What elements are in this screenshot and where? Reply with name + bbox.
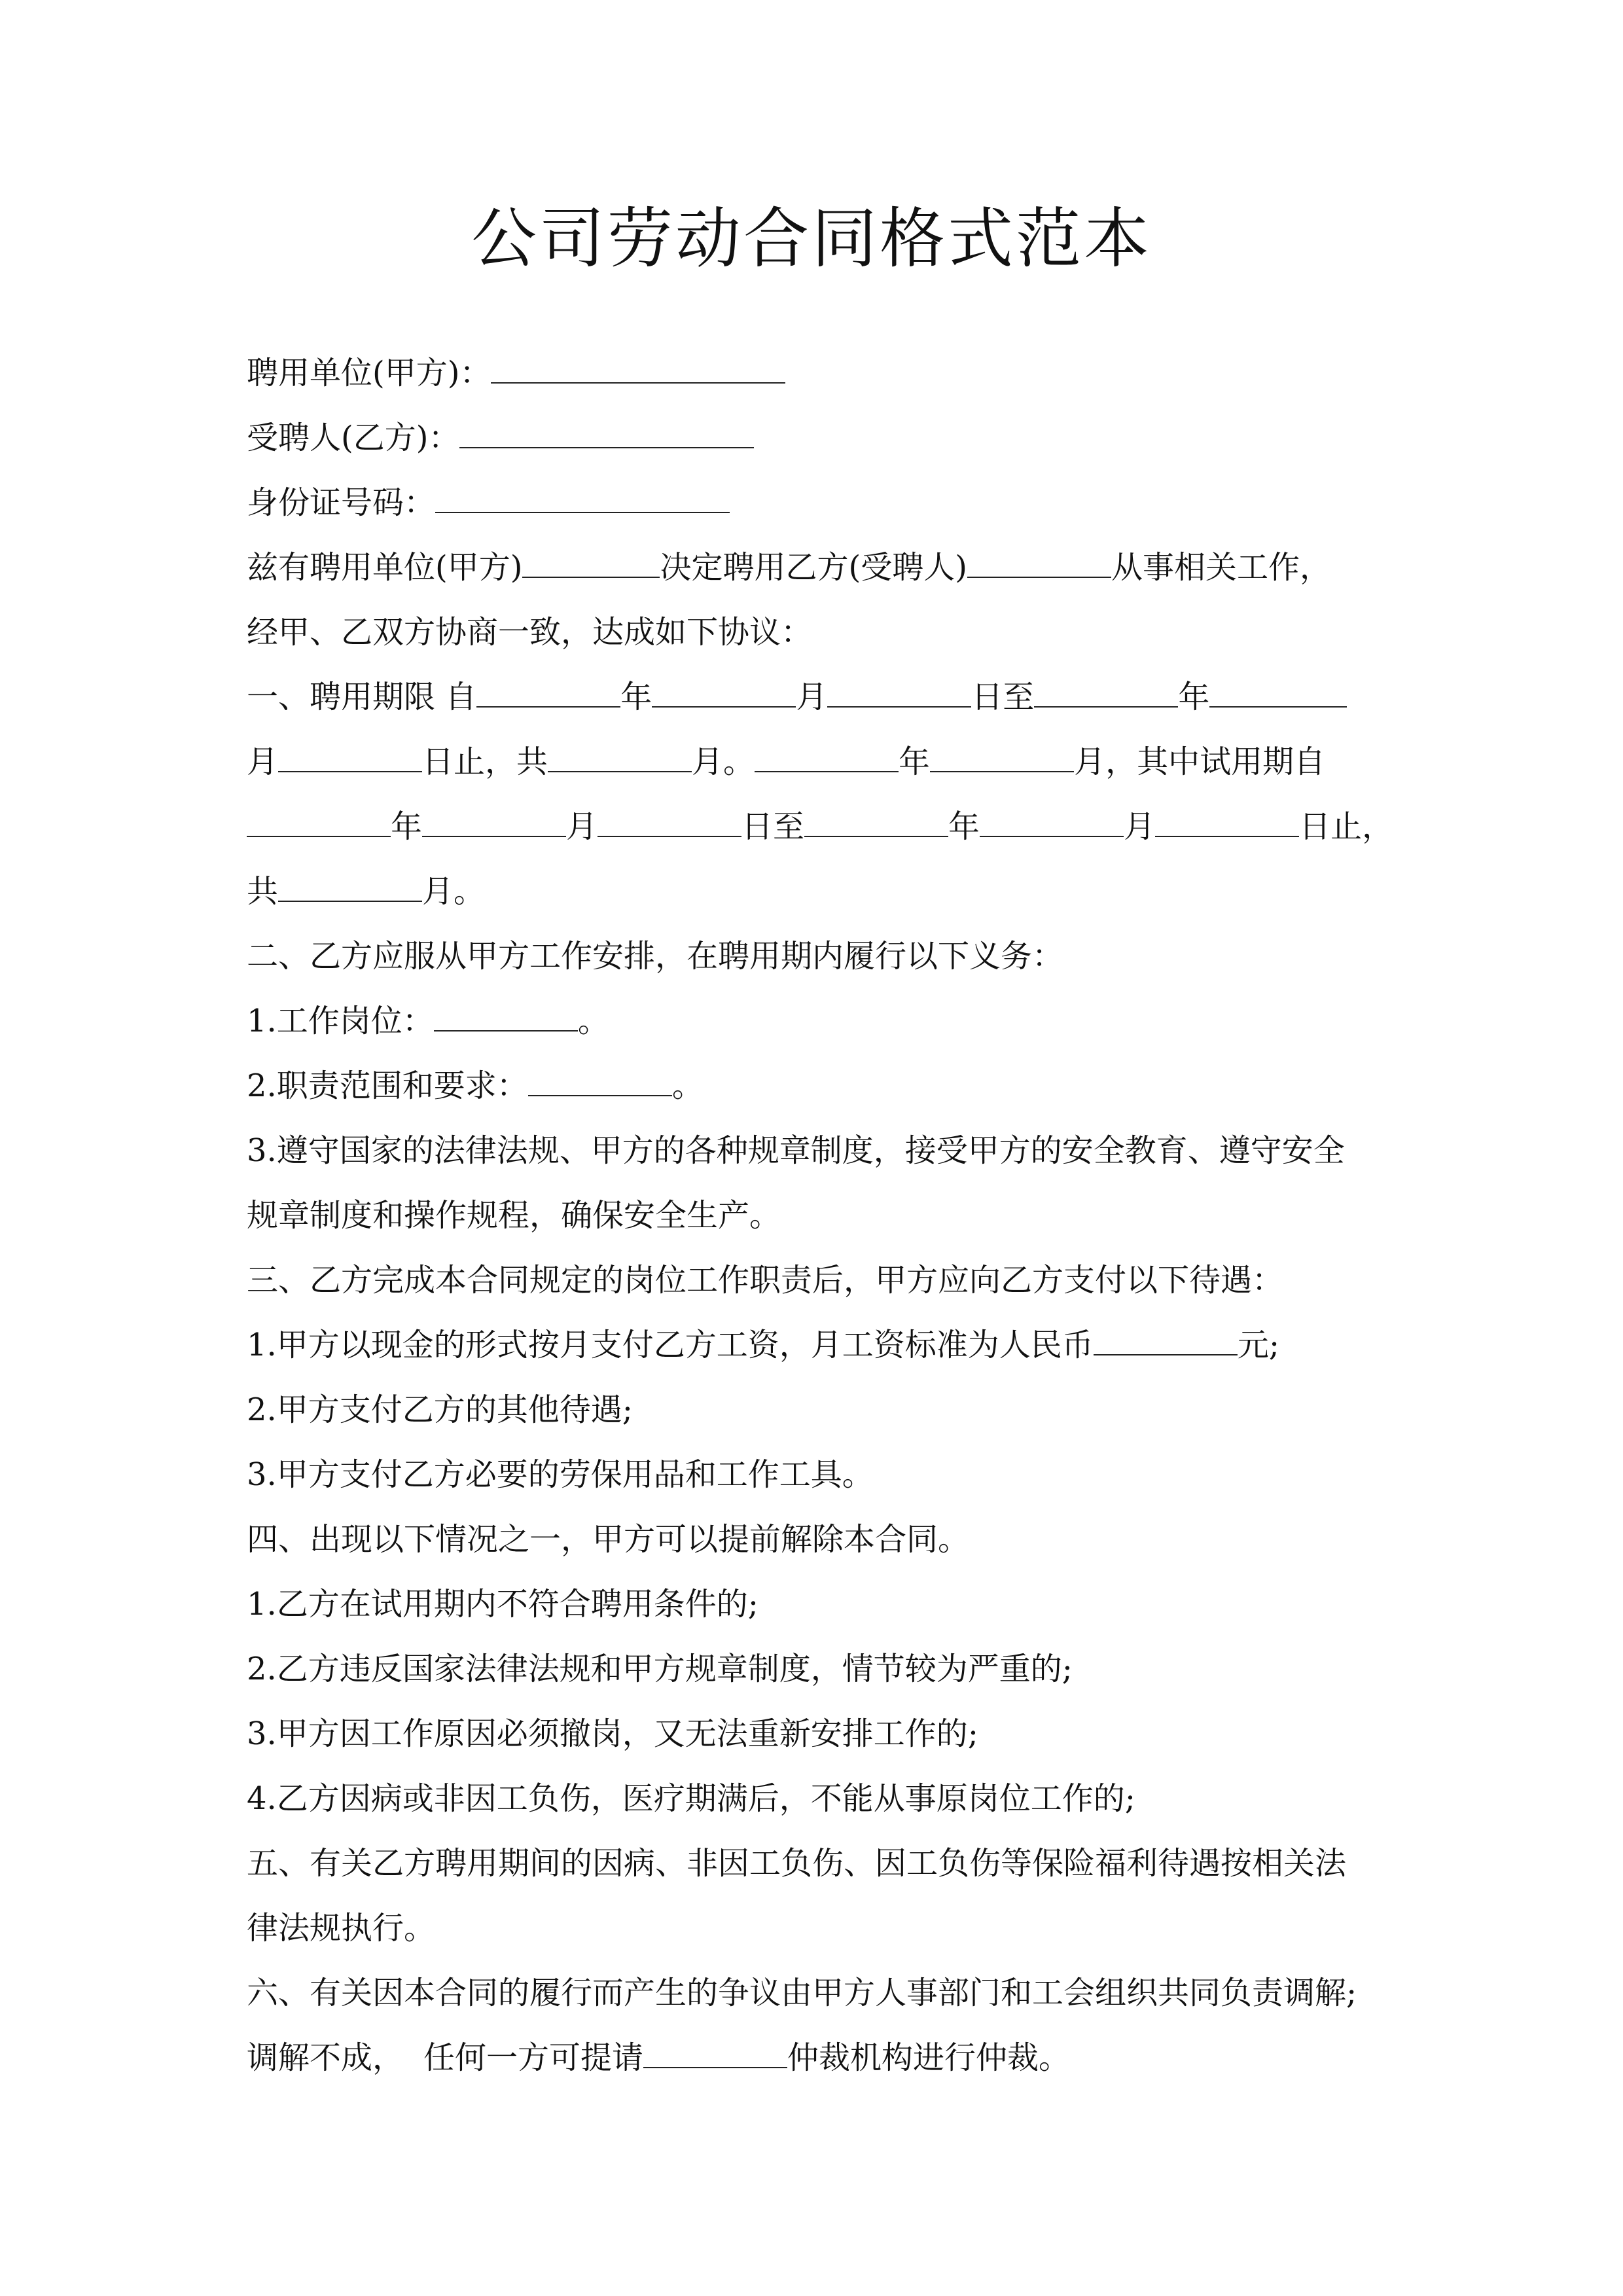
- employer-blank[interactable]: [491, 356, 785, 384]
- job-duties-blank[interactable]: [528, 1069, 672, 1096]
- start-month-blank[interactable]: [652, 680, 796, 708]
- end-year-blank[interactable]: [1034, 680, 1178, 708]
- employee-label: 受聘人(乙方)：: [247, 420, 460, 456]
- term-year-blank[interactable]: [755, 745, 899, 772]
- preamble-line: 兹有聘用单位(甲方) 决定聘用乙方(受聘人) 从事相关工作，: [247, 549, 1331, 586]
- employer-name-blank[interactable]: [522, 550, 660, 578]
- contract-body: [247, 341, 1418, 2090]
- probation-end-day-blank[interactable]: [1155, 810, 1299, 837]
- document-title: 公司劳动合同格式范本: [471, 200, 1152, 277]
- probation-months-blank[interactable]: [278, 874, 422, 902]
- employee-line: [247, 406, 1418, 471]
- id-number-line: [247, 471, 1418, 535]
- clause-6-line-2: 调解不成， 任何一方可提请 仲裁机构进行仲裁。: [247, 2039, 1071, 2076]
- clause-2-item-2: 2.职责范围和要求： 。: [247, 1067, 704, 1104]
- clause-4-heading: 四、出现以下情况之一，甲方可以提前解除本合同。: [247, 1521, 970, 1558]
- probation-start-day-blank[interactable]: [597, 810, 741, 837]
- clause-4-item-3: 3.甲方因工作原因必须撤岗，又无法重新安排工作的;: [247, 1715, 978, 1752]
- end-month-blank[interactable]: [1209, 680, 1347, 708]
- start-year-blank[interactable]: [476, 680, 620, 708]
- clause-5-line-1: 五、有关乙方聘用期间的因病、非因工负伤、因工负伤等保险福利待遇按相关法: [247, 1845, 1347, 1882]
- clause-2-item-3: 3.遵守国家的法律法规、甲方的各种规章制度，接受甲方的安全教育、遵守安全: [247, 1132, 1345, 1169]
- probation-end-month-blank[interactable]: [980, 810, 1124, 837]
- clause-3-heading: 三、乙方完成本合同规定的岗位工作职责后，甲方应向乙方支付以下待遇：: [247, 1262, 1284, 1299]
- clause-4-item-2: 2.乙方违反国家法律法规和甲方规章制度，情节较为严重的;: [247, 1651, 1073, 1687]
- probation-start-month-blank[interactable]: [422, 810, 566, 837]
- clause-5-line-2: 律法规执行。: [247, 1910, 436, 1946]
- job-position-blank[interactable]: [434, 1004, 578, 1031]
- clause-1-line-1: 一、聘用期限 自 年 月 日至 年: [247, 665, 1418, 730]
- preamble-line-2: 经甲、乙双方协商一致，达成如下协议：: [247, 614, 813, 651]
- end-day-blank[interactable]: [278, 745, 422, 772]
- employer-label: 聘用单位(甲方)：: [247, 355, 491, 391]
- term-month-blank[interactable]: [930, 745, 1074, 772]
- id-number-label: 身份证号码：: [247, 484, 436, 521]
- clause-4-item-4: 4.乙方因病或非因工负伤，医疗期满后，不能从事原岗位工作的;: [247, 1780, 1135, 1817]
- probation-start-year-blank[interactable]: [247, 810, 391, 837]
- clause-3-item-3: 3.甲方支付乙方必要的劳保用品和工作工具。: [247, 1456, 874, 1493]
- salary-blank[interactable]: [1094, 1328, 1238, 1355]
- clause-3-item-1: 1.甲方以现金的形式按月支付乙方工资，月工资标准为人民币 元;: [247, 1327, 1279, 1363]
- clause-1-line-3: 年 月 日至 年 月 日止，: [247, 795, 1418, 859]
- id-number-blank[interactable]: [435, 486, 730, 513]
- clause-2-item-1: 1.工作岗位： 。: [247, 1003, 609, 1039]
- clause-4-item-1: 1.乙方在试用期内不符合聘用条件的;: [247, 1586, 758, 1623]
- probation-end-year-blank[interactable]: [804, 810, 948, 837]
- clause-2-heading: 二、乙方应服从甲方工作安排，在聘用期内履行以下义务：: [247, 938, 1064, 975]
- employee-blank[interactable]: [459, 421, 754, 448]
- employer-line: [247, 341, 1418, 406]
- start-day-blank[interactable]: [827, 680, 971, 708]
- arbitration-body-blank[interactable]: [643, 2041, 787, 2068]
- clause-2-item-3-cont: 规章制度和操作规程，确保安全生产。: [247, 1197, 781, 1234]
- clause-3-item-2: 2.甲方支付乙方的其他待遇;: [247, 1391, 633, 1428]
- term-months-blank[interactable]: [548, 745, 692, 772]
- clause-6-line-1: 六、有关因本合同的履行而产生的争议由甲方人事部门和工会组织共同负责调解;: [247, 1975, 1357, 2011]
- clause-1-line-2: 月 日止，共 月。 年 月，其中试用期自: [247, 744, 1326, 780]
- clause-1-line-4: 共 月。: [247, 873, 486, 910]
- employee-name-blank[interactable]: [967, 550, 1111, 578]
